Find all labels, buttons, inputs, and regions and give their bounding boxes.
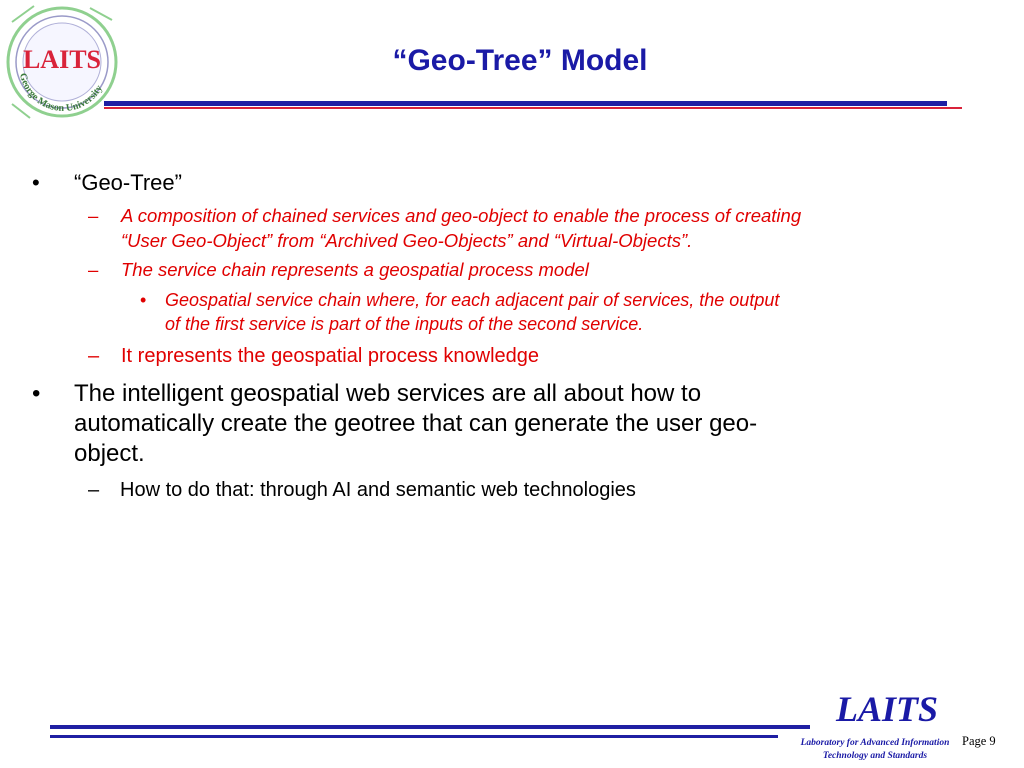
footer-brand: LAITS (836, 689, 939, 729)
sub-composition-line2: “User Geo-Object” from “Archived Geo-Objects” and “Virtual-Objects”. (121, 230, 693, 251)
bullet-intelligent-line1: The intelligent geospatial web services are all about how to (74, 380, 702, 407)
dash-marker: – (88, 205, 99, 226)
page-number: Page 9 (962, 734, 996, 748)
bullet-intelligent-line3: object. (74, 440, 145, 467)
bullet-intelligent-line2: automatically create the geotree that can generate the user geo- (74, 410, 758, 437)
footer-rule-blue-thin (50, 735, 778, 738)
logo-ring-text: George Mason University (16, 72, 105, 115)
sub-how-to: How to do that: through AI and semantic web technologies (120, 479, 636, 501)
footer-rule-blue (50, 725, 810, 729)
bullet-marker: • (32, 380, 41, 407)
footer-subtitle-line2: Technology and Standards (822, 751, 928, 761)
footer-subtitle-line1: Laboratory for Advanced Information (800, 738, 950, 748)
subsub-chain-line2: of the first service is part of the inputs of the second service. (165, 314, 644, 334)
sub-composition-line1: A composition of chained services and geo-object to enable the process of creating (121, 205, 802, 226)
dash-marker: – (88, 259, 99, 280)
footer-subtitle (780, 737, 970, 763)
dash-marker: – (88, 479, 100, 501)
bullet-marker: • (32, 170, 40, 195)
logo-text: LAITS (22, 45, 102, 74)
dash-marker: – (88, 345, 100, 367)
subsub-chain-line1: Geospatial service chain where, for each adjacent pair of services, the output (165, 290, 780, 310)
sub-service-chain: The service chain represents a geospatial process model (121, 259, 589, 280)
bullet-geo-tree: “Geo-Tree” (74, 170, 182, 195)
sub-process-knowledge: It represents the geospatial process knowledge (121, 345, 540, 367)
slide-title: “Geo-Tree” Model (392, 44, 648, 77)
sub-bullet-marker: • (140, 290, 147, 310)
